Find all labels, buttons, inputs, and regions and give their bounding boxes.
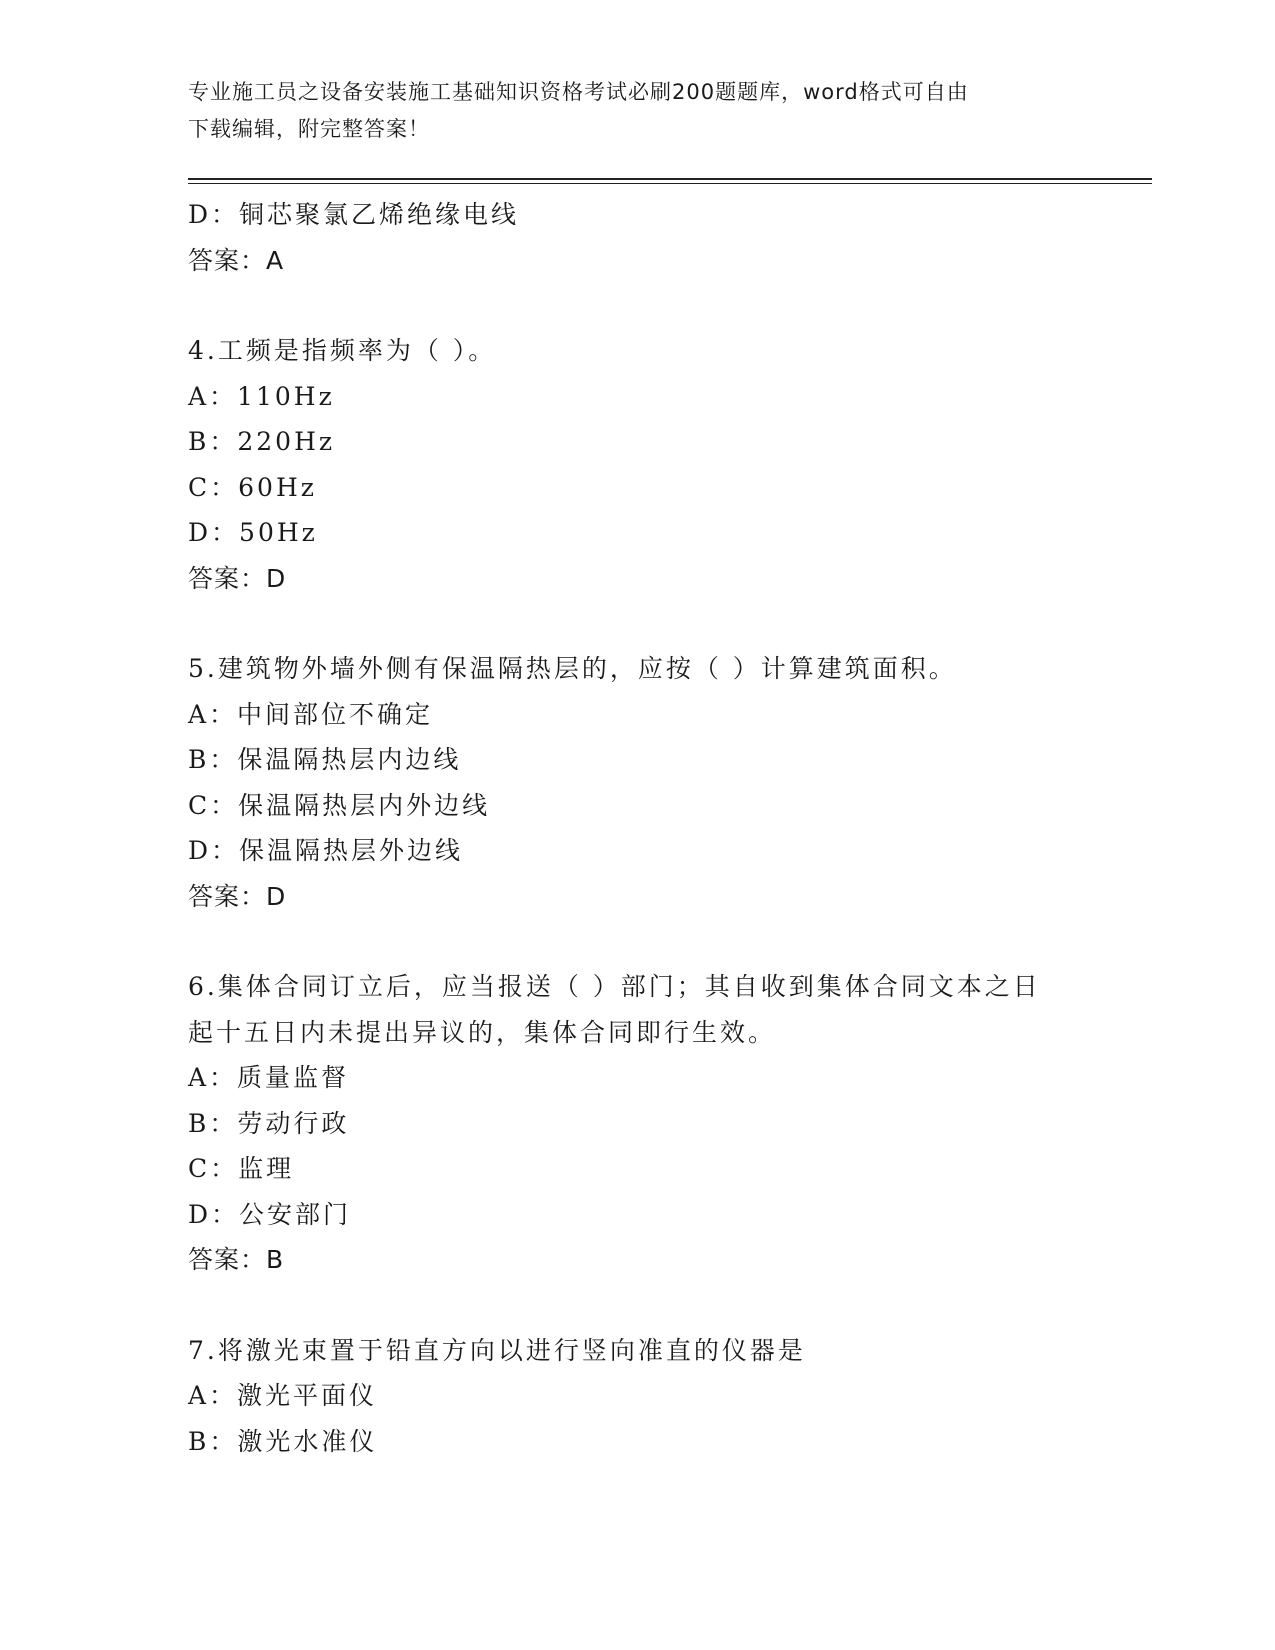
spacer bbox=[188, 601, 1088, 646]
question-6 bbox=[188, 964, 1088, 1283]
spacer bbox=[188, 919, 1088, 964]
question-stem-line-1: 6.集体合同订立后，应当报送（ ）部门；其自收到集体合同文本之日 bbox=[188, 972, 1041, 1001]
question-5 bbox=[188, 646, 1088, 919]
option-d: D：保温隔热层外边线 bbox=[188, 836, 464, 865]
answer-line: 答案：D bbox=[188, 881, 287, 911]
option-d: D：50Hz bbox=[188, 518, 318, 547]
option-a: A：质量监督 bbox=[188, 1063, 350, 1092]
answer-line: 答案：A bbox=[188, 245, 285, 275]
spacer bbox=[188, 1283, 1088, 1328]
option-a: A：中间部位不确定 bbox=[188, 699, 434, 729]
question-stem: 7.将激光束置于铅直方向以进行竖向准直的仪器是 bbox=[188, 1335, 806, 1365]
answer-line: 答案：D bbox=[188, 563, 287, 593]
option-d: D：公安部门 bbox=[188, 1199, 352, 1229]
header-line-1: 专业施工员之设备安装施工基础知识资格考试必刷200题题库，word格式可自由 bbox=[188, 80, 969, 104]
header-line-2: 下载编辑，附完整答案！ bbox=[188, 117, 430, 141]
question-stem: 5.建筑物外墙外侧有保温隔热层的，应按（ ）计算建筑面积。 bbox=[188, 654, 957, 683]
option-c: C：保温隔热层内外边线 bbox=[188, 790, 491, 820]
spacer bbox=[188, 283, 1088, 328]
option-a: A：110Hz bbox=[188, 381, 335, 411]
question-list bbox=[188, 192, 1088, 1464]
header-divider-thick bbox=[188, 178, 1152, 180]
answer-line: 答案：B bbox=[188, 1245, 285, 1274]
option-c: C：监理 bbox=[188, 1154, 295, 1183]
question-stem-line-2: 起十五日内未提出异议的，集体合同即行生效。 bbox=[188, 1017, 777, 1047]
option-c: C：60Hz bbox=[188, 472, 317, 502]
option-d: D：铜芯聚氯乙烯绝缘电线 bbox=[188, 200, 520, 229]
question-7 bbox=[188, 1328, 1088, 1465]
option-a: A：激光平面仪 bbox=[188, 1381, 378, 1410]
question-4 bbox=[188, 328, 1088, 601]
option-b: B：激光水准仪 bbox=[188, 1426, 378, 1456]
option-b: B：劳动行政 bbox=[188, 1108, 350, 1138]
option-b: B：220Hz bbox=[188, 427, 336, 456]
question-stem: 4.工频是指频率为（ ）。 bbox=[188, 336, 497, 365]
header-divider-thin bbox=[188, 183, 1152, 184]
document-header bbox=[188, 74, 1068, 148]
option-b: B：保温隔热层内边线 bbox=[188, 745, 462, 774]
